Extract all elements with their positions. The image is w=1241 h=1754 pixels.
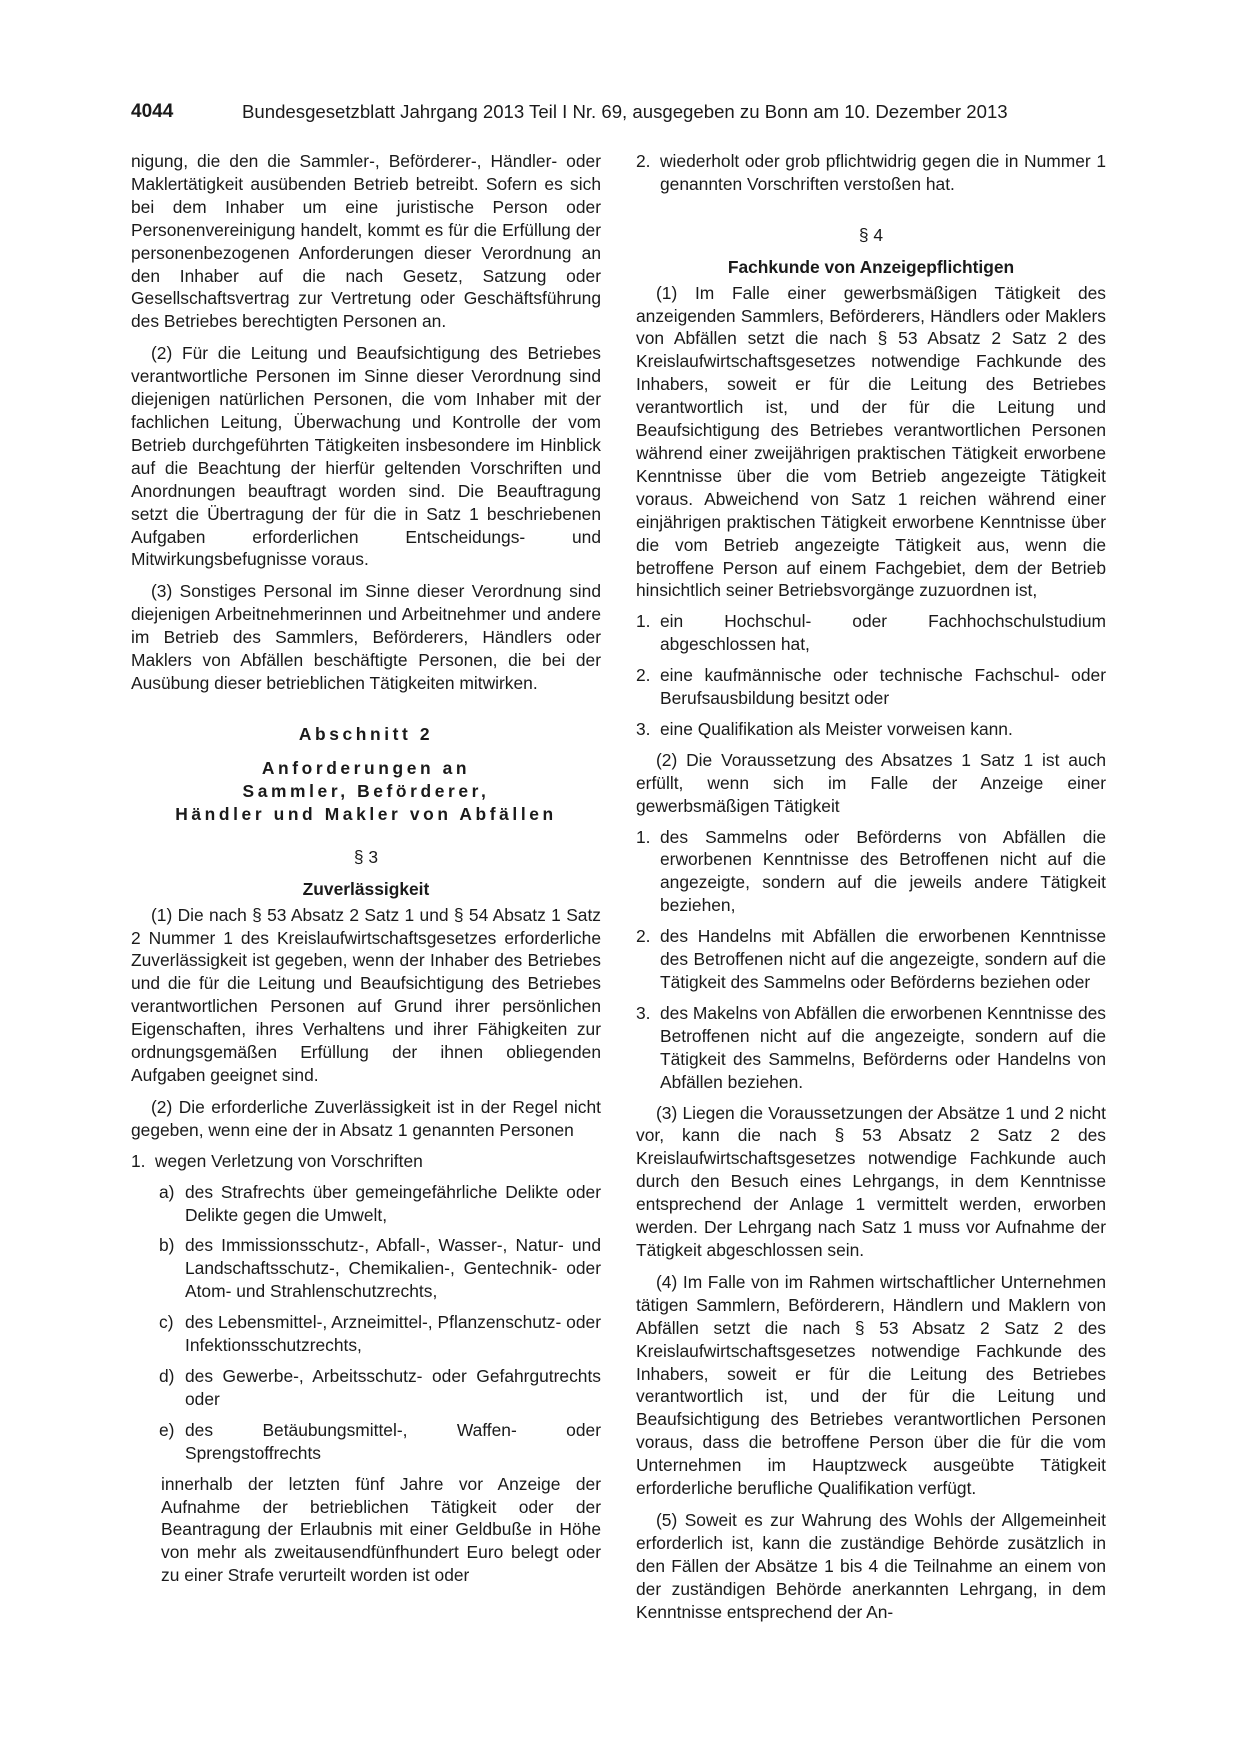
paragraph-3-definition: (3) Sonstiges Personal im Sinne dieser Verordnung sind diejenigen Arbeitnehmerinnen und Arbeitnehmer und andere im Betrieb des Sammlers, Beförderers, Händlers oder Maklers von Abfällen beschäftigte Personen, die bei der Ausübung dieser betrieblichen Tätigkeiten mitwirken. (131, 581, 601, 693)
paragraph-4-sign: § 4 (858, 224, 884, 245)
list-text: des Sammelns oder Beförderns von Abfällen die erworbenen Kenntnisse des Betroffenen nicht auf die angezeigte, sondern auf die jeweils andere Tätigkeit beziehen, (660, 826, 1106, 916)
list-letter: d) (159, 1365, 175, 1386)
paragraph-3-absatz-2: (2) Die erforderliche Zuverlässigkeit ist in der Regel nicht gegeben, wenn eine der in Absatz 1 genannten Personen (131, 1096, 601, 1140)
qualification-list (636, 610, 1106, 741)
list-item (636, 925, 1106, 994)
list-text: des Strafrechts über gemeingefährliche Delikte oder Delikte gegen die Umwelt, (185, 1181, 601, 1225)
list-item (131, 1311, 601, 1357)
paragraph-4-absatz-5: (5) Soweit es zur Wahrung des Wohls der Allgemeinheit erforderlich ist, kann die zuständige Behörde zusätzlich in den Fällen der Absätze 1 bis 4 die Teilnahme an einem von der zuständigen Behörde anerkannten Lehrgang, in dem Kenntnisse entsprechend der An- (636, 1509, 1106, 1622)
list-text: des Betäubungsmittel-, Waffen- oder Sprengstoffrechts (185, 1419, 601, 1463)
list-letter: c) (159, 1312, 174, 1333)
paragraph-4-absatz-1: (1) Im Falle einer gewerbsmäßigen Tätigkeit des anzeigenden Sammlers, Beförderers, Händlers oder Maklers von Abfällen setzt die nach § 53 Absatz 2 Satz 2 des Kreislaufwirtschaftsgesetzes notwendige Fachkunde des Inhabers, soweit er für die Leitung des Betriebes verantwortlich ist, und der für die Leitung und Beaufsichtigung des Betriebes verantwortlichen Personen während einer zweijährigen praktischen Tätigkeit erworbene Kenntnisse über die vom Betrieb angezeigte Tätigkeit voraus. Abweichend von Satz 1 reichen während einer einjährigen praktischen Tätigkeit erworbene Kenntnisse über die vom Betrieb angezeigte Tätigkeit aus, wenn die betroffene Person auf einem Fachgebiet, dem der Betrieb hinsichtlich seiner Betriebsvorgänge zuzuordnen ist, (636, 282, 1106, 601)
list-letter: b) (159, 1235, 175, 1256)
list-letter: a) (159, 1181, 175, 1202)
list-number: 2. (636, 151, 651, 171)
list-item (131, 1181, 601, 1227)
paragraph-4-absatz-4: (4) Im Falle von im Rahmen wirtschaftlicher Unternehmen tätigen Sammlern, Beförderern, Händlern und Maklern von Abfällen setzt die nach § 53 Absatz 2 Satz 2 des Kreislaufwirtschaftsgesetzes notwendige Fachkunde des Inhabers, soweit er für die Leitung des Betriebes verantwortlich ist, und der für die Leitung und Beaufsichtigung des Betriebes verantwortlichen Personen voraus, dass die betroffene Person über die für die vom Unternehmen im Hauptzweck ausgeübte Tätigkeit erforderliche berufliche Qualifikation verfügt. (636, 1271, 1106, 1499)
right-column (636, 150, 1106, 1623)
list-number: 3. (636, 718, 651, 739)
running-head: Bundesgesetzblatt Jahrgang 2013 Teil I Nr. 69, ausgegeben zu Bonn am 10. Dezember 2013 (242, 101, 1008, 122)
list-letter: e) (159, 1419, 175, 1440)
list-text: des Gewerbe-, Arbeitsschutz- oder Gefahrgutrechts oder (185, 1365, 601, 1409)
list-item (636, 718, 1106, 741)
page-number: 4044 (131, 101, 174, 122)
law-sublist (131, 1181, 601, 1465)
paragraph-3-sign: § 3 (353, 846, 379, 867)
list-text: eine Qualifikation als Meister vorweisen kann. (660, 718, 1013, 739)
list-number: 1. (636, 826, 651, 847)
list-number: 1. (131, 1150, 146, 1171)
list-text: des Immissionsschutz-, Abfall-, Wasser-, Natur- und Landschaftsschutz-, Chemikalien-, Gentechnik- oder Atom- und Strahlenschutzrechts, (185, 1235, 601, 1302)
paragraph-4-absatz-2: (2) Die Voraussetzung des Absatzes 1 Satz 1 ist auch erfüllt, wenn sich im Falle der Anzeige einer gewerbsmäßigen Tätigkeit (636, 749, 1106, 816)
list-number: 1. (636, 611, 651, 632)
list-text: des Handelns mit Abfällen die erworbenen Kenntnisse des Betroffenen nicht auf die angezeigte, sondern auf die Tätigkeit des Sammelns oder Beförderns beziehen oder (660, 926, 1106, 992)
violation-list-continued (636, 150, 1106, 196)
left-column (131, 150, 601, 1587)
paragraph-3-title: Zuverlässigkeit (302, 878, 430, 899)
list-text: ein Hochschul- oder Fachhochschulstudium abgeschlossen hat, (660, 611, 1106, 655)
list-continuation: innerhalb der letzten fünf Jahre vor Anzeige der Aufnahme der betrieblichen Tätigkeit oder der Beantragung der Erlaubnis mit einer Geldbuße in Höhe von mehr als zweitausendfünfhundert Euro belegt oder zu einer Strafe verurteilt worden ist oder (161, 1473, 601, 1586)
section-title-line-3: Händler und Makler von Abfällen (175, 803, 557, 824)
list-item (131, 1234, 601, 1303)
section-title-line-1: Anforderungen an (261, 757, 471, 778)
violation-list (131, 1150, 601, 1173)
paragraph-3-absatz-1: (1) Die nach § 53 Absatz 2 Satz 1 und § 54 Absatz 1 Satz 2 Nummer 1 des Kreislaufwirtschaftsgesetzes erforderliche Zuverlässigkeit ist gegeben, wenn der Inhaber des Betriebes und die für die Leitung und Beaufsichtigung des Betriebes verantwortlichen Personen auf Grund ihrer persönlichen Eigenschaften, ihres Verhaltens und ihrer Fähigkeiten zur ordnungsgemäßen Erfüllung der ihnen obliegenden Aufgaben geeignet sind. (131, 904, 601, 1085)
list-number: 2. (636, 665, 651, 686)
list-text: eine kaufmännische oder technische Fachschul- oder Berufsausbildung besitzt oder (660, 665, 1106, 709)
activity-list (636, 826, 1106, 1094)
list-text: des Lebensmittel-, Arzneimittel-, Pflanzenschutz- oder Infektionsschutzrechts, (185, 1312, 601, 1356)
list-number: 2. (636, 926, 651, 947)
list-item (636, 150, 1106, 196)
list-text: wegen Verletzung von Vorschriften (155, 1150, 423, 1171)
paragraph-4-title: Fachkunde von Anzeigepflichtigen (727, 256, 1015, 277)
list-text: des Makelns von Abfällen die erworbenen Kenntnisse des Betroffenen nicht auf die angezeigte, sondern auf die Tätigkeit des Sammelns, Beförderns oder Handelns von Abfällen beziehen. (660, 1002, 1106, 1092)
list-item (636, 1002, 1106, 1094)
paragraph-2-definition: (2) Für die Leitung und Beaufsichtigung des Betriebes verantwortliche Personen im Sinne dieser Verordnung sind diejenigen natürlichen Personen, die vom Inhaber mit der fachlichen Leitung, Überwachung und Kontrolle der vom Betrieb durchgeführten Tätigkeiten insbesondere im Hinblick auf die Beachtung der hierfür geltenden Vorschriften und Anordnungen beauftragt worden sind. Die Beauftragung setzt die Übertragung der für die in Satz 1 beschriebenen Aufgaben erforderlichen Entscheidungs- und Mitwirkungsbefugnisse voraus. (131, 343, 601, 570)
paragraph-continued: nigung, die den die Sammler-, Beförderer-, Händler- oder Maklertätigkeit ausübenden Betrieb betreibt. Sofern es sich bei dem Inhaber um eine juristische Person oder Personenvereinigung handelt, kommt es für die Erfüllung der personenbezogenen Anforderungen dieser Verordnung an den Inhaber auf die nach Gesetz, Satzung oder Gesellschaftsvertrag zur Vertretung oder Geschäftsführung des Betriebes berechtigten Personen an. (131, 151, 601, 332)
list-number: 3. (636, 1002, 651, 1023)
list-item (636, 610, 1106, 656)
section-title-line-2: Sammler, Beförderer, (242, 780, 490, 801)
list-item (131, 1365, 601, 1411)
paragraph-4-absatz-3: (3) Liegen die Voraussetzungen der Absätze 1 und 2 nicht vor, kann die nach § 53 Absatz 2 Satz 2 des Kreislaufwirtschaftsgesetzes notwendige Fachkunde auch durch den Besuch eines Lehrgangs, in dem Kenntnisse entsprechend der Anlage 1 vermittelt werden, erworben werden. Der Lehrgang nach Satz 1 muss vor Aufnahme der Tätigkeit abgeschlossen sein. (636, 1102, 1106, 1260)
list-item (636, 664, 1106, 710)
section-label: Abschnitt 2 (298, 723, 434, 744)
list-item (636, 826, 1106, 918)
list-item (131, 1150, 601, 1173)
list-item (131, 1419, 601, 1465)
list-text: wiederholt oder grob pflichtwidrig gegen die in Nummer 1 genannten Vorschriften verstoßen hat. (660, 151, 1106, 194)
